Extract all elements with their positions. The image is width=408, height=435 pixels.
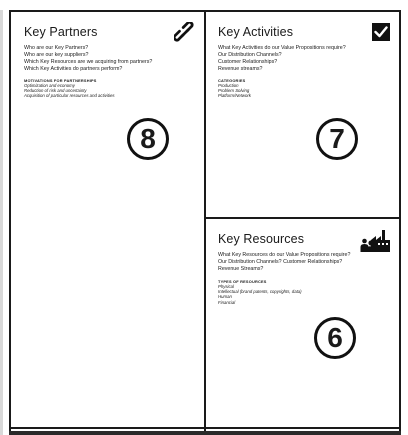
category-heading: TYPES OF RESOURCES (218, 279, 267, 284)
outer-border-right (399, 10, 401, 435)
resources-questions (218, 252, 350, 273)
category-item: Production (218, 83, 239, 88)
partners-category-items (24, 83, 115, 99)
question: Revenue streams? (218, 65, 263, 72)
category-item: Intellectual (brand patents, copyrights, data) (218, 289, 302, 295)
number-badge: 6 (314, 317, 356, 359)
panel-title: Key Activities (218, 25, 294, 39)
panel-title: Key Resources (218, 232, 305, 246)
question: Which Key Activities do partners perform? (24, 65, 123, 72)
question: Our Distribution Channels? (218, 51, 282, 58)
question: Our Distribution Channels? Customer Relationships? (218, 258, 343, 265)
partners-questions (24, 45, 152, 73)
category-item: Physical (218, 284, 235, 289)
panel-key-resources (206, 219, 399, 427)
bottom-cut-line (9, 431, 401, 435)
question: What Key Activities do our Value Propositions require? (218, 45, 346, 51)
outer-border-bottom (9, 427, 401, 429)
resources-category-items (218, 284, 302, 305)
category-item: Financial (218, 299, 236, 305)
number-badge: 7 (316, 118, 358, 160)
category-item: Acquisition of particular resources and activities (24, 93, 115, 99)
checkbox-icon (372, 23, 390, 46)
category-item: Optimization and economy (24, 83, 75, 88)
category-heading: CATEGORIES (218, 78, 246, 83)
category-item: Reduction of risk and uncertainty (24, 88, 87, 94)
factory-people-icon (360, 228, 390, 257)
panel-title: Key Partners (24, 25, 98, 39)
question: What Key Resources do our Value Propositions require? (218, 252, 351, 258)
category-heading: MOTIVATIONS FOR PARTNERSHIPS (24, 78, 97, 83)
question: Revenue Streams? (218, 265, 264, 272)
question: Who are our Key Partners? (24, 45, 89, 51)
question: Who are our key suppliers? (24, 51, 89, 58)
question: Which Key Resources are we acquiring from partners? (24, 58, 153, 65)
category-item: Problem Solving (218, 88, 250, 94)
category-item: Platform/Network (218, 93, 251, 99)
chain-link-icon (174, 22, 196, 49)
panel-key-partners (11, 12, 204, 427)
activities-questions (218, 45, 346, 73)
left-edge-shadow (0, 10, 3, 435)
panel-key-activities (206, 12, 399, 217)
number-badge: 8 (127, 118, 169, 160)
category-item: Human (218, 294, 232, 300)
question: Customer Relationships? (218, 58, 278, 65)
activities-category-items (218, 83, 251, 99)
